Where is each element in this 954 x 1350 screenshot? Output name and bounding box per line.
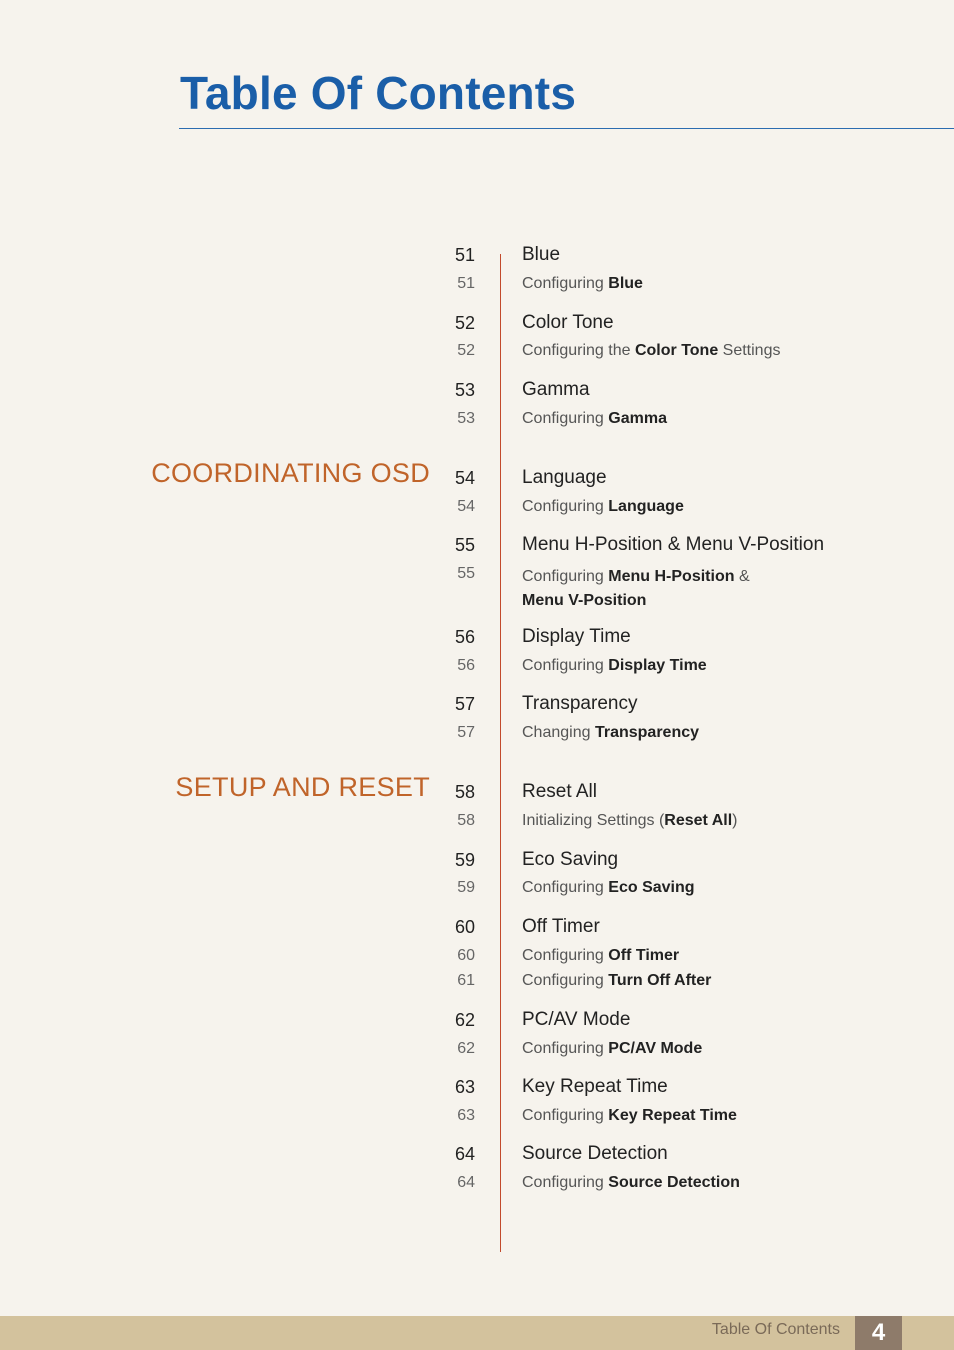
toc-heading-page[interactable]: 52 <box>454 313 475 333</box>
toc-sub-entry[interactable]: Configuring Menu H-Position & Menu V-Position <box>522 568 750 609</box>
toc-heading-page[interactable]: 56 <box>454 627 475 647</box>
toc-sub-entry[interactable]: Configuring Off Timer <box>522 947 680 964</box>
toc-heading-page[interactable]: 64 <box>454 1144 475 1164</box>
toc-heading[interactable]: Key Repeat Time <box>522 1076 668 1097</box>
toc-heading[interactable]: Blue <box>522 244 561 265</box>
toc-sub-page[interactable]: 54 <box>457 498 475 515</box>
page-footer <box>0 1316 954 1350</box>
toc-heading[interactable]: Display Time <box>522 626 631 647</box>
title-divider <box>179 128 954 129</box>
toc-heading[interactable]: PC/AV Mode <box>522 1009 631 1030</box>
page-number: 4 <box>855 1316 902 1350</box>
toc-sub-entry[interactable]: Configuring Language <box>522 498 684 515</box>
toc-sub-page[interactable]: 58 <box>457 812 475 829</box>
toc-sub-entry[interactable]: Configuring Turn Off After <box>522 972 712 989</box>
toc-sub-page[interactable]: 52 <box>457 342 475 359</box>
toc-heading[interactable]: Gamma <box>522 379 590 400</box>
toc-heading[interactable]: Color Tone <box>522 312 614 333</box>
toc-heading[interactable]: Reset All <box>522 781 597 802</box>
section-heading-coordinating-osd: COORDINATING OSD <box>151 458 430 488</box>
toc-sub-page[interactable]: 51 <box>457 275 475 292</box>
toc-sub-page[interactable]: 56 <box>457 657 475 674</box>
toc-sub-page[interactable]: 63 <box>457 1107 475 1124</box>
toc-heading[interactable]: Language <box>522 467 607 488</box>
toc-heading[interactable]: Source Detection <box>522 1143 668 1164</box>
section-heading-setup-and-reset: SETUP AND RESET <box>175 772 430 802</box>
toc-sub-entry[interactable]: Configuring the Color Tone Settings <box>522 342 781 359</box>
toc-sub-entry[interactable]: Changing Transparency <box>522 724 700 741</box>
toc-sub-entry[interactable]: Configuring Gamma <box>522 410 667 427</box>
toc-sub-entry[interactable]: Configuring Blue <box>522 275 643 292</box>
toc-vertical-divider <box>500 254 501 1252</box>
footer-label: Table Of Contents <box>711 1321 840 1338</box>
toc-heading[interactable]: Menu H-Position & Menu V-Position <box>522 534 825 555</box>
toc-sub-entry[interactable]: Configuring PC/AV Mode <box>522 1040 703 1057</box>
toc-heading-page[interactable]: 55 <box>454 535 475 555</box>
toc-heading[interactable]: Eco Saving <box>522 849 619 870</box>
toc-heading[interactable]: Transparency <box>522 693 638 714</box>
toc-heading-page[interactable]: 57 <box>454 694 475 714</box>
toc-heading-page[interactable]: 53 <box>454 380 475 400</box>
toc-heading-page[interactable]: 62 <box>454 1010 475 1030</box>
toc-heading-page[interactable]: 59 <box>454 850 475 870</box>
toc-sub-entry[interactable]: Configuring Display Time <box>522 657 707 674</box>
toc-heading-page[interactable]: 51 <box>454 245 475 265</box>
toc-heading[interactable]: Off Timer <box>522 916 600 937</box>
toc-heading-page[interactable]: 63 <box>454 1077 475 1097</box>
toc-sub-page[interactable]: 60 <box>457 947 475 964</box>
toc-sub-page[interactable]: 53 <box>457 410 475 427</box>
toc-sub-page[interactable]: 57 <box>457 724 475 741</box>
toc-sub-page[interactable]: 64 <box>457 1174 475 1191</box>
toc-heading-page[interactable]: 60 <box>454 917 475 937</box>
toc-sub-page[interactable]: 59 <box>457 879 475 896</box>
toc-heading-page[interactable]: 58 <box>454 782 475 802</box>
toc-sub-entry[interactable]: Configuring Eco Saving <box>522 879 695 896</box>
toc-sub-page[interactable]: 61 <box>457 972 475 989</box>
toc-sub-entry[interactable]: Configuring Key Repeat Time <box>522 1107 737 1124</box>
toc-sub-entry[interactable]: Initializing Settings (Reset All) <box>522 812 738 829</box>
toc-sub-entry[interactable]: Configuring Source Detection <box>522 1174 740 1191</box>
toc-sub-page[interactable]: 55 <box>457 565 475 582</box>
toc-heading-page[interactable]: 54 <box>454 468 475 488</box>
toc-sub-page[interactable]: 62 <box>457 1040 475 1057</box>
page-title: Table Of Contents <box>180 67 577 119</box>
